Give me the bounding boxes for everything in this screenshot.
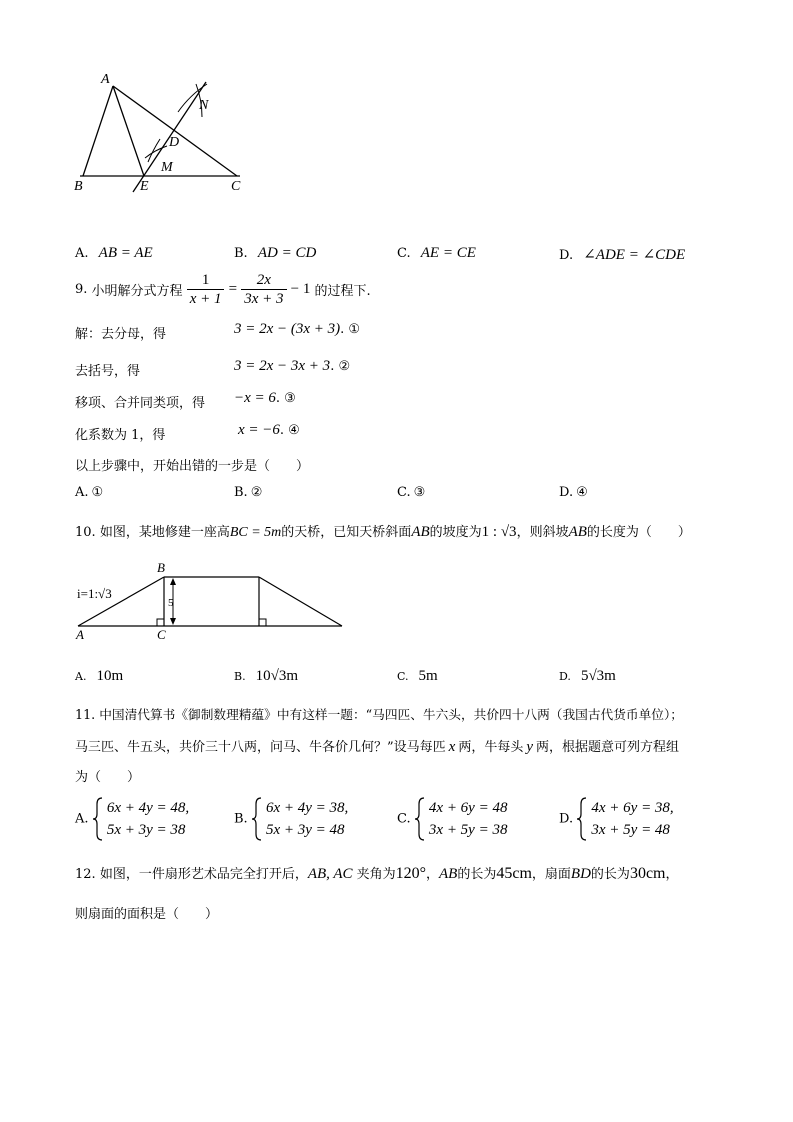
arc-m-2 (148, 139, 160, 162)
q11-line-1: 11. 中国清代算书《御制数理精蕴》中有这样一题：“马四匹、牛六头，共价四十八两（我国古代货币单位）； (75, 707, 683, 722)
q11-line-3: 为（ ） (75, 770, 141, 785)
triangle-construction-figure (70, 68, 260, 198)
q8-option-a[interactable] (75, 245, 153, 262)
equals-sign: = (228, 281, 238, 297)
arrow-head-up (170, 578, 176, 585)
right-angle-mark-right (259, 619, 266, 626)
fraction-1: $\frac{1}{x + 1}$ (187, 271, 225, 308)
label-n: N (199, 98, 209, 113)
q11-option-d[interactable]: D. 4x + 6y = 38, 3x + 5y = 48 (559, 797, 674, 841)
stem-text: 的过程下. (314, 284, 371, 299)
left-brace-icon (252, 797, 262, 841)
q9-step-3-math: −x = 6. ③ (234, 390, 296, 406)
right-angle-mark-left (157, 619, 164, 626)
q9-option-b[interactable]: B. ② (234, 485, 263, 500)
q8-option-c[interactable] (397, 245, 476, 262)
equation-system: 4x + 6y = 48 3x + 5y = 38 (428, 800, 508, 838)
q10-option-d[interactable]: D. 5√3m (559, 668, 616, 684)
q10-option-c[interactable]: C. 5m (397, 668, 438, 684)
q9-option-a[interactable]: A. ① (75, 485, 104, 500)
q9-step-4-label: 化系数为 1，得 (75, 428, 166, 443)
left-brace-icon (415, 797, 425, 841)
label-c: C (231, 179, 241, 194)
label-b: B (74, 179, 83, 194)
segment-ae (113, 86, 144, 176)
q9-step-1-label: 解：去分母，得 (75, 327, 167, 342)
option-text: AB = AE (98, 245, 153, 261)
option-text: ∠ADE = ∠CDE (583, 247, 686, 263)
left-brace-icon (93, 797, 103, 841)
option-letter: C. (397, 246, 411, 261)
height-label: 5 (168, 597, 174, 609)
option-letter: D. (559, 248, 574, 263)
fraction-2: $\frac{2x}{3x + 3}$ (241, 271, 286, 308)
segment-ab (83, 86, 113, 176)
label-e: E (140, 179, 149, 194)
q11-option-b[interactable]: B. 6x + 4y = 38, 5x + 3y = 48 (234, 797, 348, 841)
q9-step-1-math: 3 = 2x − (3x + 3). ① (234, 321, 361, 337)
q11-option-c[interactable]: C. 4x + 6y = 48 3x + 5y = 38 (397, 797, 507, 841)
option-letter: B. (234, 246, 248, 261)
segment-ac (113, 86, 237, 176)
q11-line-2: 马三匹、牛五头，共价三十八两，问马、牛各价几何？”设马每匹 x 两，牛每头 y 两，根据题意可列方程组 (75, 739, 680, 755)
q9-stem (75, 271, 371, 308)
question-number: 9. (75, 282, 88, 297)
q12-line-2: 则扇面的面积是（ ） (75, 907, 219, 922)
minus-one: − 1 (290, 281, 311, 297)
option-text: AD = CD (257, 245, 317, 261)
equation-system: 4x + 6y = 38, 3x + 5y = 48 (591, 800, 674, 838)
slope-left (78, 577, 164, 626)
q8-option-b[interactable] (234, 245, 316, 262)
slope-right (259, 577, 342, 626)
option-text: AE = CE (420, 245, 476, 261)
q12-line-1: 12. 如图，一件扇形艺术品完全打开后，AB, AC 夹角为120°，AB的长为45cm，扇面BD的长为30cm， (75, 865, 679, 882)
q8-option-d[interactable] (559, 245, 685, 264)
q11-option-a[interactable]: A. 6x + 4y = 48, 5x + 3y = 38 (75, 797, 189, 841)
label-a: A (101, 72, 110, 87)
arrow-head-down (170, 618, 176, 625)
slope-label: i=1:√3 (77, 586, 112, 601)
q9-step-4-math: x = −6. ④ (238, 422, 300, 438)
label-d: D (169, 135, 180, 150)
q9-step-3-label: 移项、合并同类项，得 (75, 396, 206, 411)
q9-question: 以上步骤中，开始出错的一步是（ ） (75, 459, 310, 474)
bridge-figure (70, 558, 350, 642)
left-brace-icon (577, 797, 587, 841)
q9-step-2-math: 3 = 2x − 3x + 3. ② (234, 358, 351, 374)
q9-option-d[interactable]: D. ④ (559, 485, 588, 500)
q10-stem: 10. 如图，某地修建一座高BC = 5m的天桥，已知天桥斜面AB的坡度为1 : √3，则斜坡AB的长度为（ ） (75, 524, 691, 540)
label-m: M (161, 160, 173, 175)
label-b: B (157, 560, 165, 575)
option-letter: A. (75, 246, 89, 261)
q10-option-a[interactable]: A. 10m (75, 668, 124, 684)
q9-step-2-label: 去括号，得 (75, 364, 141, 379)
label-c: C (157, 627, 166, 642)
label-a: A (76, 627, 84, 642)
equation-system: 6x + 4y = 38, 5x + 3y = 48 (265, 800, 349, 838)
equation-system: 6x + 4y = 48, 5x + 3y = 38 (106, 800, 190, 838)
q10-option-b[interactable]: B. 10√3m (234, 668, 298, 684)
q9-option-c[interactable]: C. ③ (397, 485, 426, 500)
stem-text: 小明解分式方程 (91, 284, 183, 299)
